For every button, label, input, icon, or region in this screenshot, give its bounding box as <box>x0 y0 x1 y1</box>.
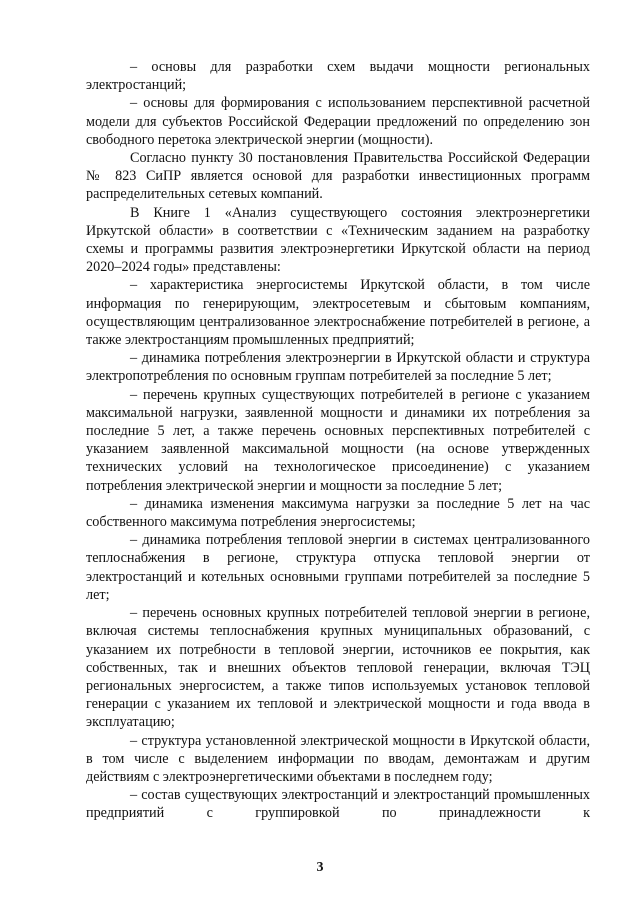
document-body <box>86 58 590 823</box>
page-number: 3 <box>316 860 324 875</box>
paragraph-11: – структура установленной электрической мощности в Иркутской области, в том числе с выделением информации по вводам, демонтажам и другим действиям с электроэнергетическими объектами в последнем году; <box>86 732 590 785</box>
paragraph-4: В Книге 1 «Анализ существующего состояния электроэнергетики Иркутской области» в соответствии с «Техническим заданием на разработку схемы и программы развития электроэнергетики Иркутской области на период 2020–2024 годы» представлены: <box>86 204 590 276</box>
paragraph-8: – динамика изменения максимума нагрузки за последние 5 лет на час собственного максимума потребления энергосистемы; <box>86 495 590 531</box>
paragraph-1: – основы для разработки схем выдачи мощности региональных электростанций; <box>86 59 590 94</box>
paragraph-3: Согласно пункту 30 постановления Правительства Российской Федерации № 823 СиПР является основой для разработки инвестиционных программ распределительных сетевых компаний. <box>86 150 590 203</box>
paragraph-12: – состав существующих электростанций и электростанций промышленных предприятий с группировкой по принадлежности к <box>86 787 590 822</box>
paragraph-9: – динамика потребления тепловой энергии в системах централизованного теплоснабжения в регионе, структура отпуска тепловой энергии от электростанций и котельных основными группами потребителей за последние 5 лет; <box>86 532 590 603</box>
paragraph-5: – характеристика энергосистемы Иркутской области, в том числе информация по генерирующим, электросетевым и сбытовым компаниям, осуществляющим централизованное электроснабжение потребителей в регионе, а также электростанциям промышленных предприятий; <box>86 277 590 349</box>
paragraph-2: – основы для формирования с использованием перспективной расчетной модели для субъектов Российской Федерации предложений по определению зон свободного перетока электрической энергии (мощности). <box>86 95 590 148</box>
paragraph-6: – динамика потребления электроэнергии в Иркутской области и структура электропотребления по основным группам потребителей за последние 5 лет; <box>86 350 590 385</box>
paragraph-10: – перечень основных крупных потребителей тепловой энергии в регионе, включая системы теплоснабжения крупных муниципальных образований, с указанием их потребности в тепловой энергии, источников ее покрытия, как собственных, так и внешних объектов тепловой генерации, включая ТЭЦ региональных энергосистем, а также типов используемых установок тепловой генерации с указанием их тепловой и электрической мощности и года ввода в эксплуатацию; <box>86 605 590 731</box>
paragraph-7: – перечень крупных существующих потребителей в регионе с указанием максимальной нагрузки, заявленной мощности и динамики их потребления за последние 5 лет, а также перечень основных перспективных потребителей с указанием заявленной максимальной мощности (на основе утвержденных технических условий на технологическое присоединение) с указанием потребления электрической энергии и мощности за последние 5 лет; <box>86 386 590 494</box>
